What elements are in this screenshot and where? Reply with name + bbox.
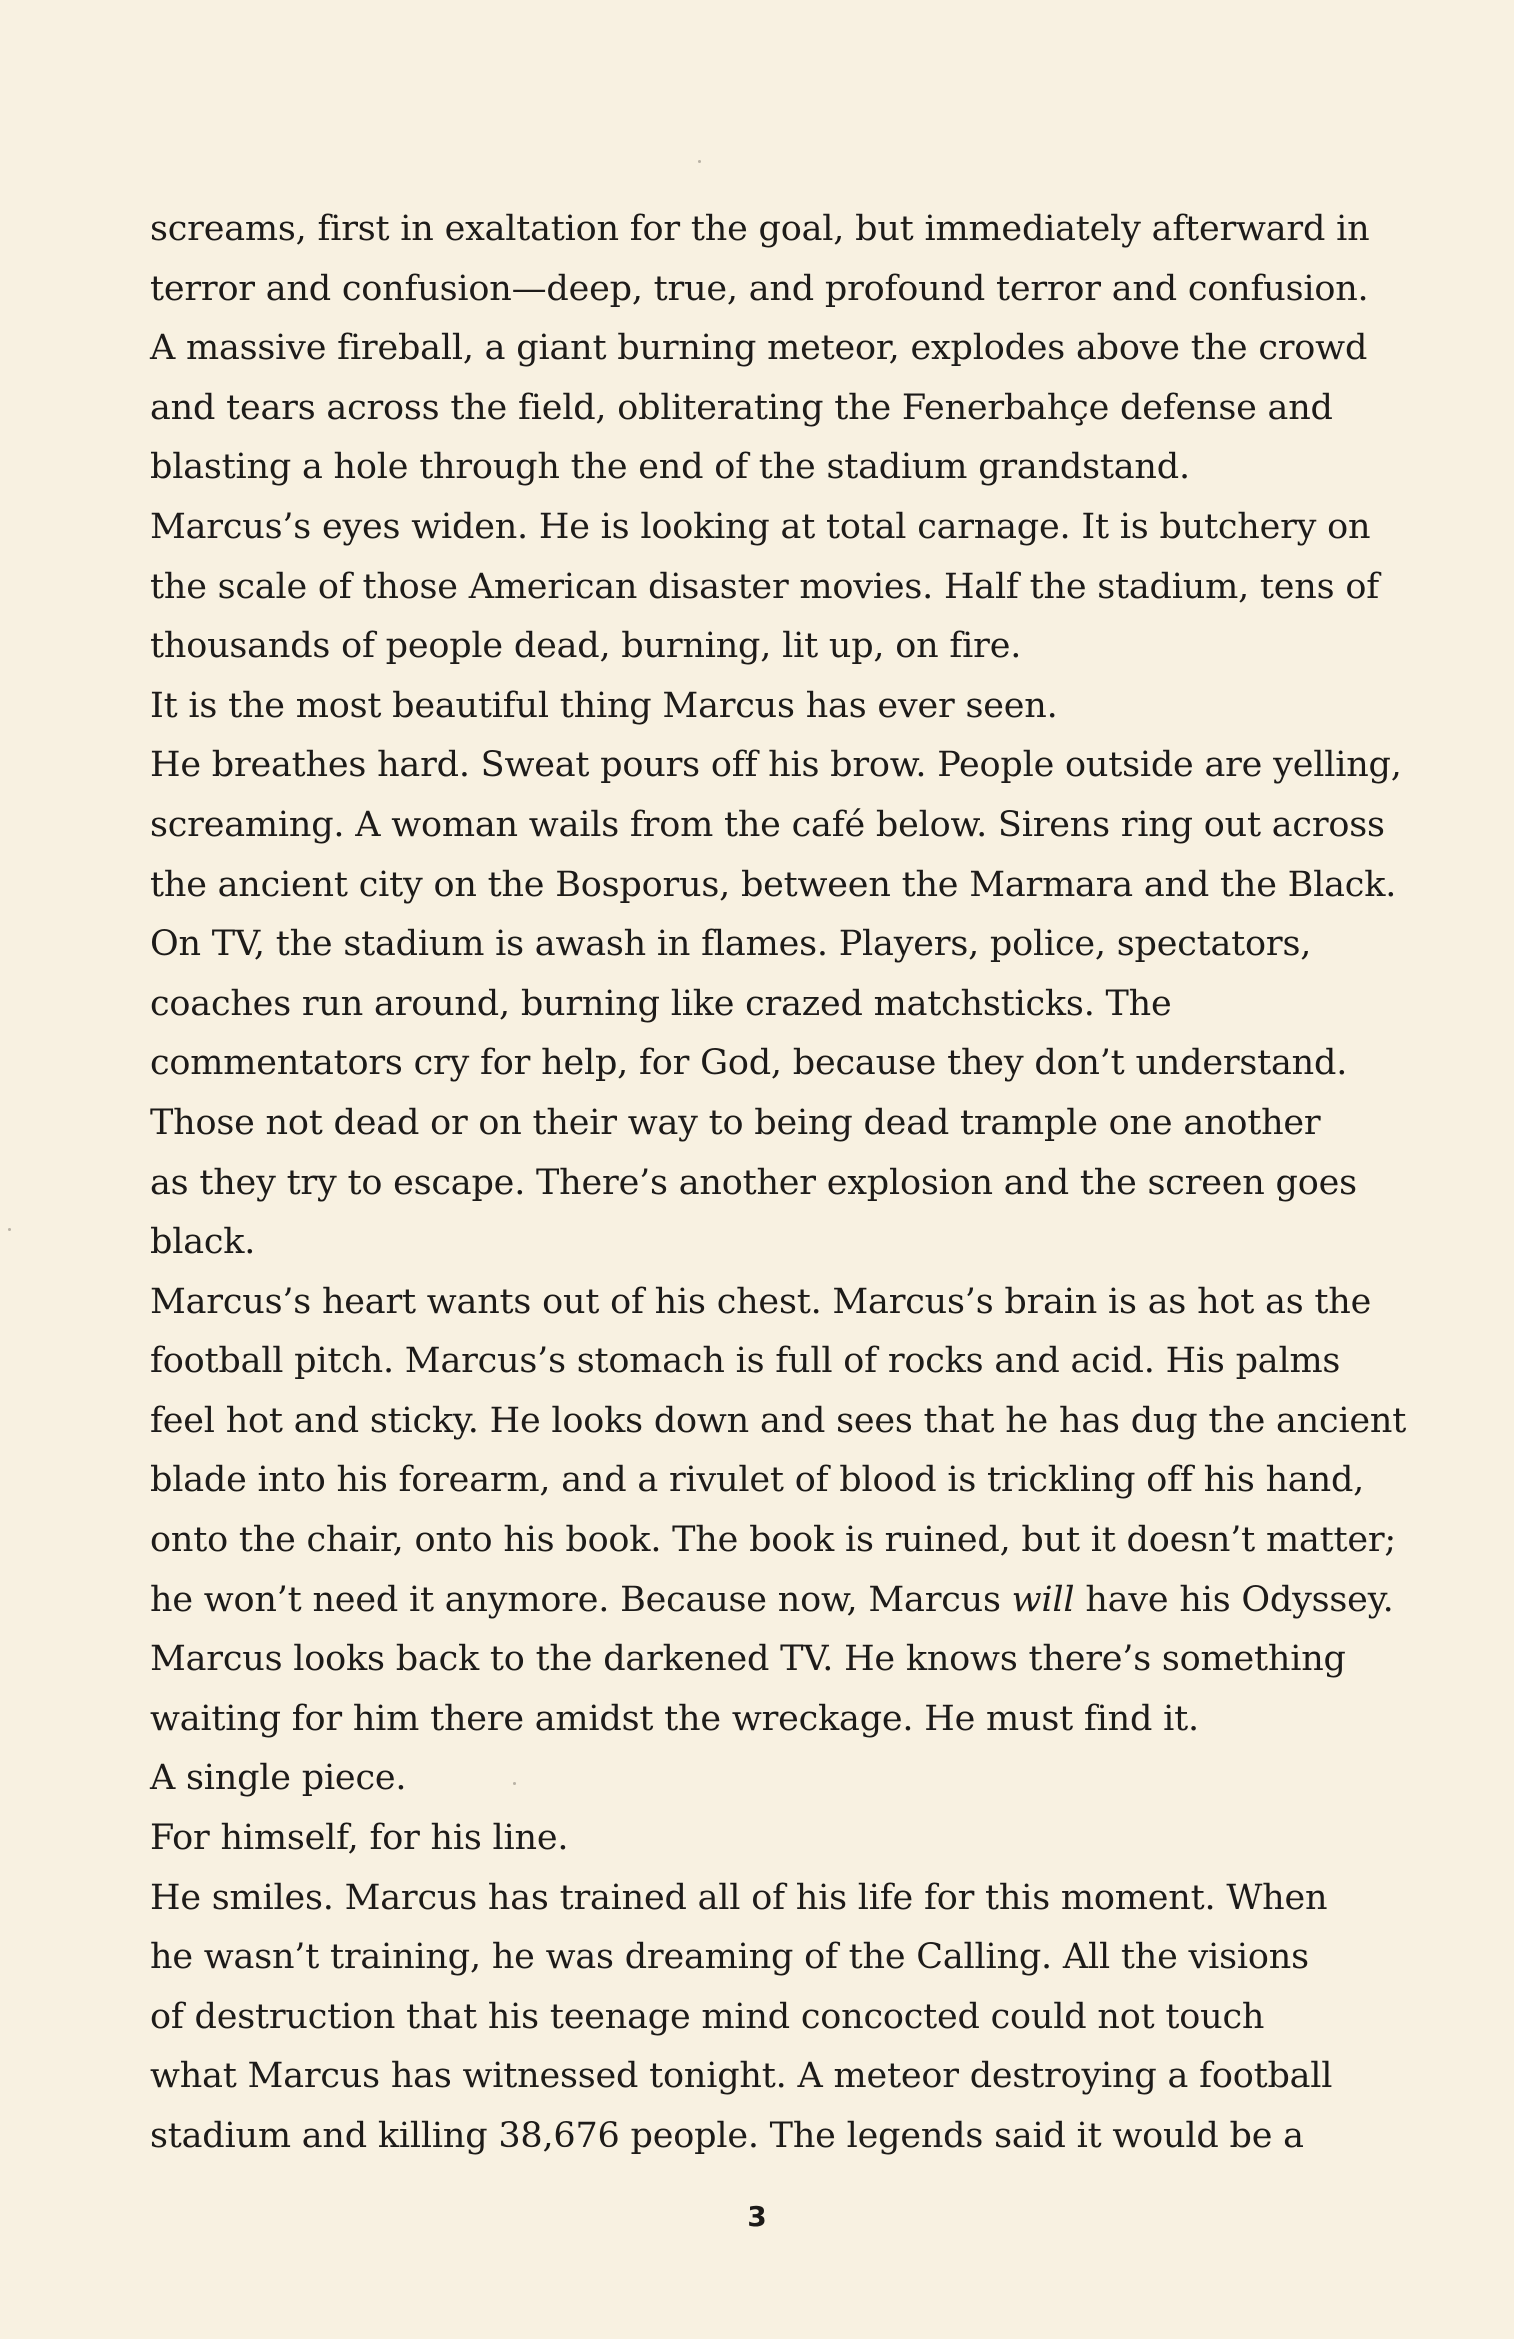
text-line: blade into his forearm, and a rivulet of blood is trickling off his hand, [150,1460,1365,1501]
text-line: as they try to escape. There’s another explosion and the screen goes [150,1162,1357,1203]
text-line: blasting a hole through the end of the stadium grandstand. [150,447,1190,488]
text-line: For himself, for his line. [150,1818,569,1859]
text-line: the ancient city on the Bosporus, between the Marmara and the Black. [150,864,1397,905]
text-line: A massive fireball, a giant burning meteor, explodes above the crowd [150,328,1368,369]
text-line: screaming. A woman wails from the café below. Sirens ring out across [150,804,1385,845]
text-line: black. [150,1222,256,1263]
text-line: the scale of those American disaster movies. Half the stadium, tens of [150,566,1379,607]
text-line: Marcus looks back to the darkened TV. He knows there’s something [150,1639,1346,1680]
text-line: He breathes hard. Sweat pours off his brow. People outside are yelling, [150,745,1402,786]
text-line: terror and confusion—deep, true, and profound terror and confusion. [150,268,1369,309]
text-line: Marcus’s eyes widen. He is looking at total carnage. It is butchery on [150,506,1371,547]
paper-speck [8,1228,11,1231]
text-line: screams, first in exaltation for the goal, but immediately afterward in [150,209,1370,249]
text-line: of destruction that his teenage mind concocted could not touch [150,1996,1265,2037]
text-line: coaches run around, burning like crazed matchsticks. The [150,983,1172,1024]
text-line: He smiles. Marcus has trained all of his life for this moment. When [150,1877,1328,1918]
text-line: onto the chair, onto his book. The book is ruined, but it doesn’t matter; [150,1520,1396,1561]
text-line: thousands of people dead, burning, lit up, on fire. [150,626,1022,667]
text-line: On TV, the stadium is awash in flames. Players, police, spectators, [150,924,1312,965]
text-line: waiting for him there amidst the wreckage. He must find it. [150,1698,1199,1739]
text-line: commentators cry for help, for God, because they don’t understand. [150,1043,1348,1084]
text-line: and tears across the field, obliterating the Fenerbahçe defense and [150,387,1333,428]
body-text [150,200,1407,2167]
paper-speck [698,160,701,163]
text-segment: he won’t need it anymore. Because now, Marcus [150,1579,1012,1620]
text-line: stadium and killing 38,676 people. The legends said it would be a [150,2116,1304,2156]
text-line: he wasn’t training, he was dreaming of the Calling. All the visions [150,1937,1309,1978]
text-line: Those not dead or on their way to being dead trample one another [150,1102,1321,1143]
text-segment: have his Odyssey. [1074,1579,1394,1620]
page-number: 3 [747,2200,767,2233]
text-line: Marcus’s heart wants out of his chest. Marcus’s brain is as hot as the [150,1281,1372,1322]
text-line: what Marcus has witnessed tonight. A meteor destroying a football [150,2056,1333,2097]
text-line: A single piece. [150,1758,407,1799]
text-line: It is the most beautiful thing Marcus has ever seen. [150,685,1058,726]
text-line-with-italic [150,1571,1394,1631]
italic-word: will [1011,1579,1075,1620]
text-line: football pitch. Marcus’s stomach is full of rocks and acid. His palms [150,1341,1341,1382]
text-line: feel hot and sticky. He looks down and sees that he has dug the ancient [150,1400,1407,1441]
